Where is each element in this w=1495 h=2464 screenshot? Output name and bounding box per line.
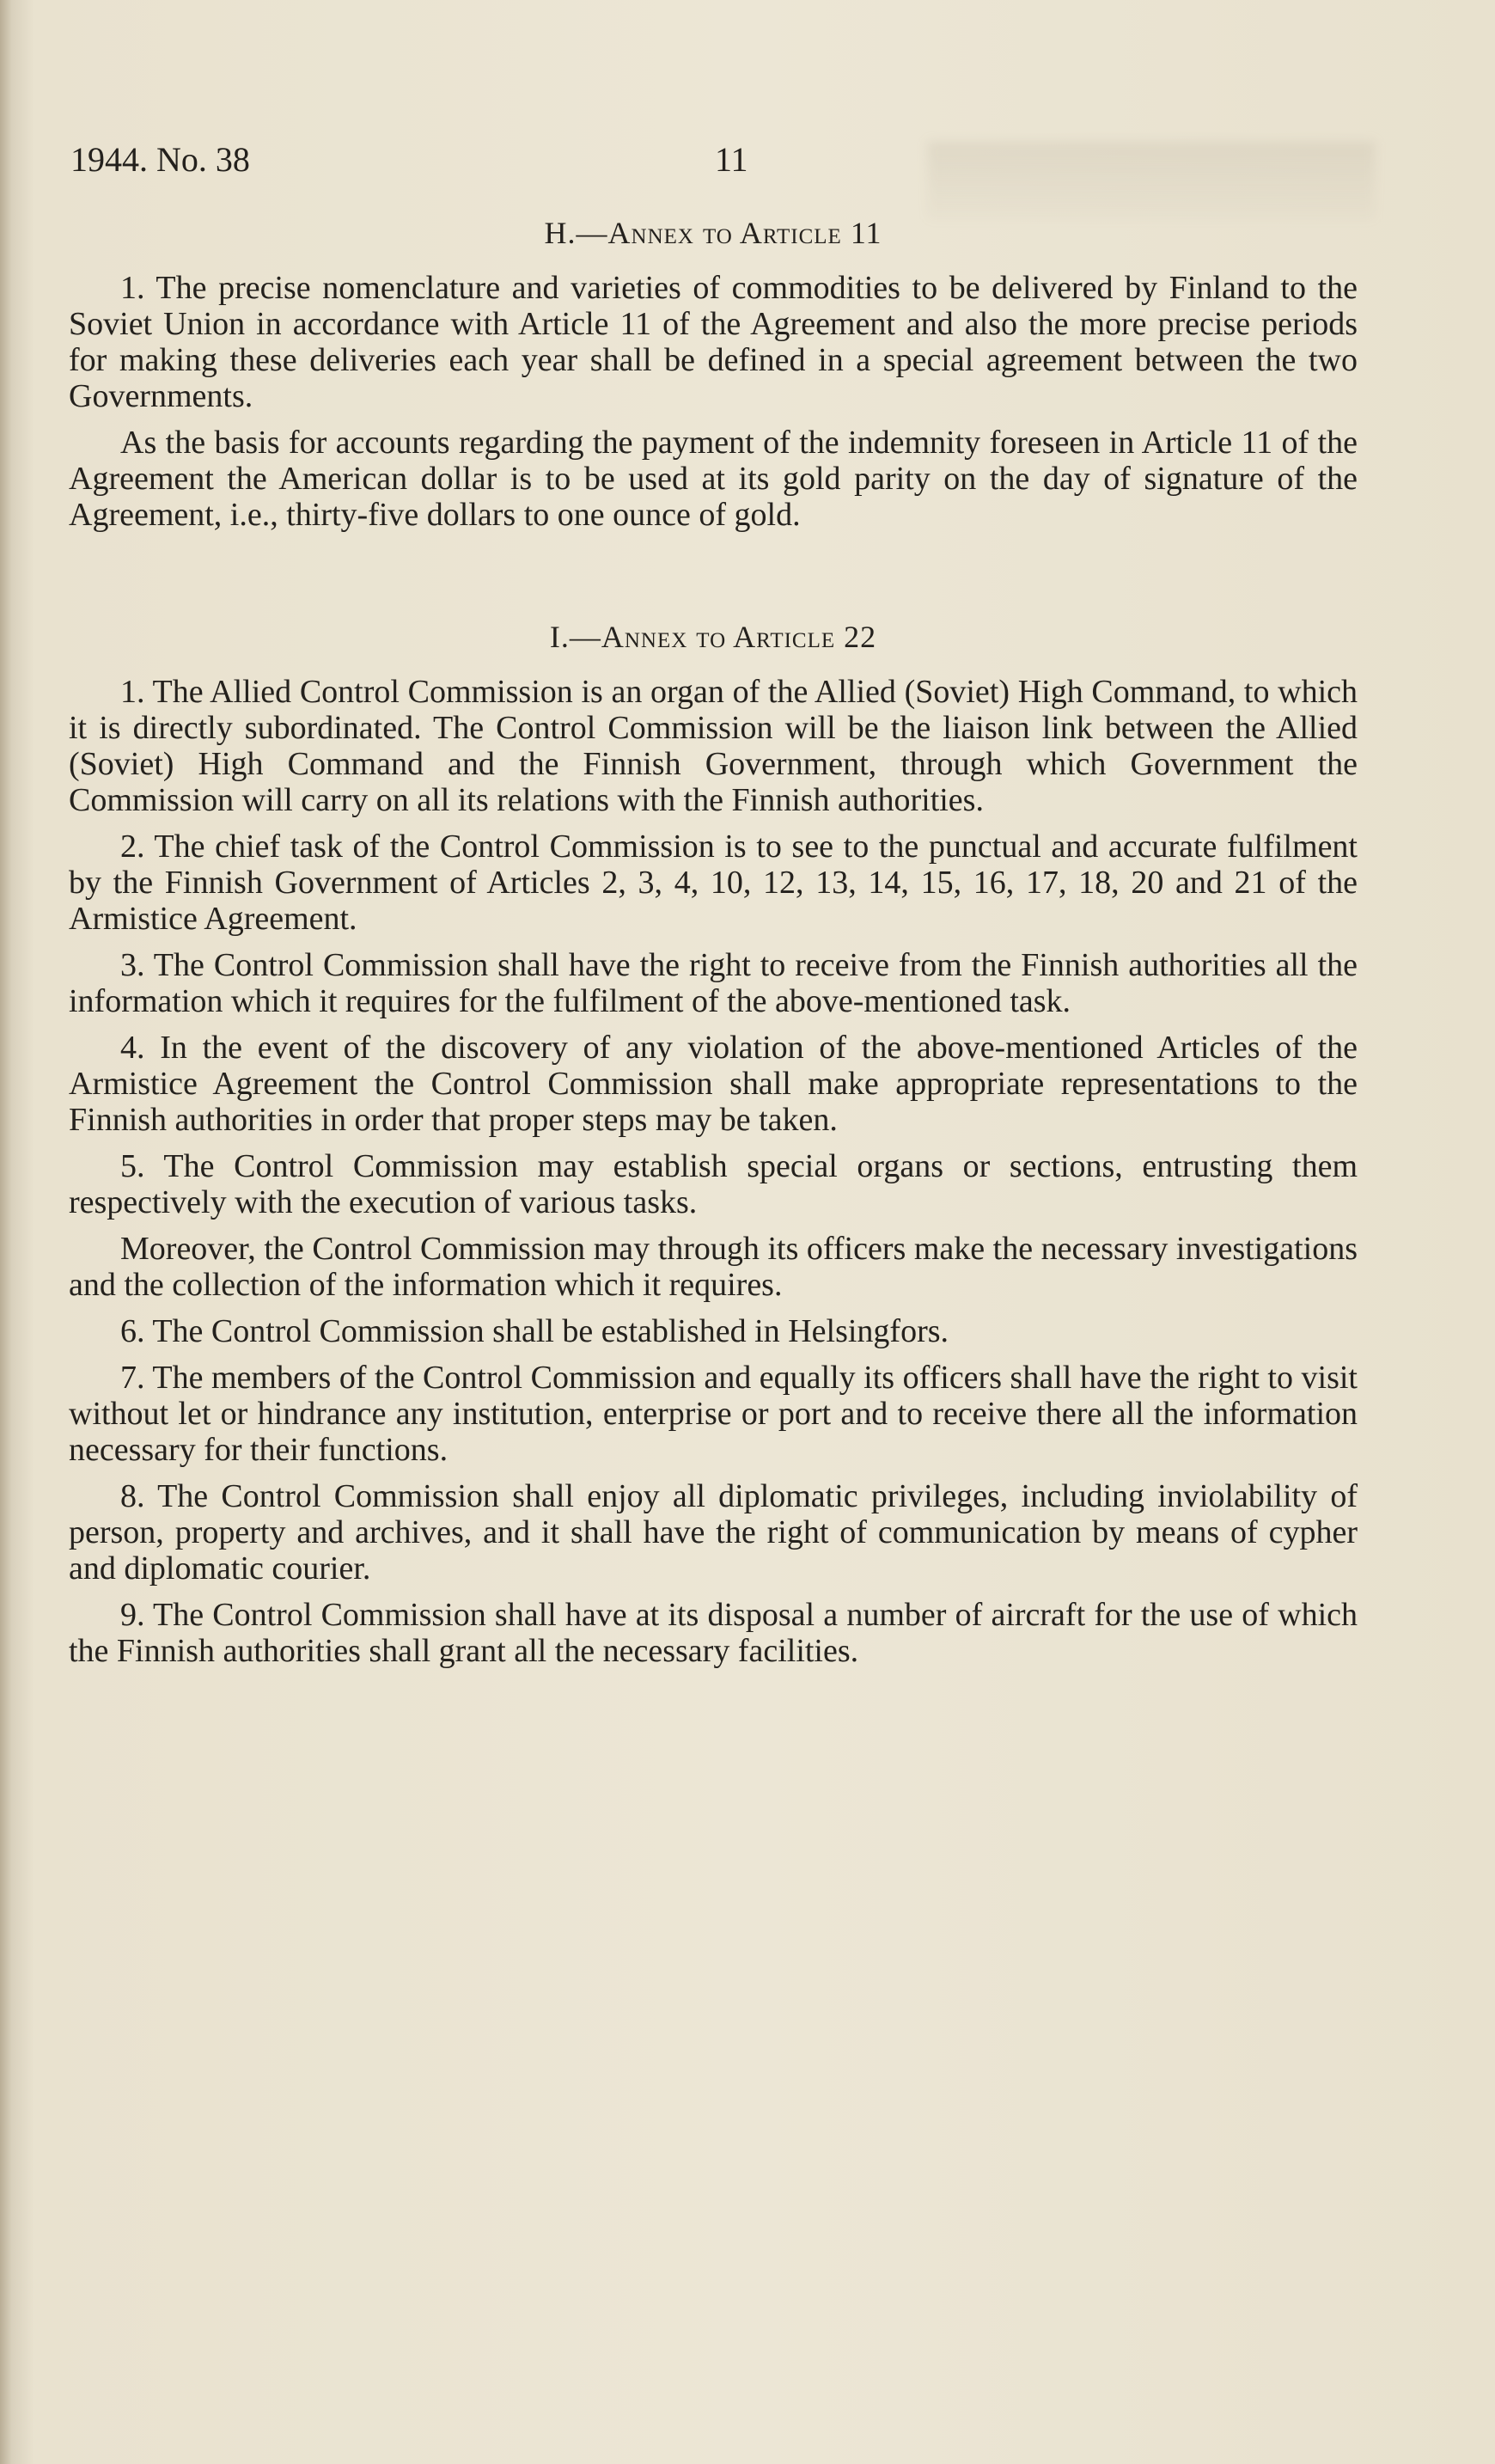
paragraph: 7. The members of the Control Commission and equally its officers shall have the right to visit without let or hindrance any institution, enterprise or port and to receive there all the information necessary for their functions. xyxy=(69,1360,1358,1468)
paragraph: 3. The Control Commission shall have the right to receive from the Finnish authorities all the information which it requires for the fulfilment of the above-mentioned task. xyxy=(69,947,1358,1019)
paragraph: 1. The precise nomenclature and varieties of commodities to be delivered by Finland to the Soviet Union in accordance with Article 11 of the Agreement and also the more precise periods for making these deliveries each year shall be defined in a special agreement between the two Governments. xyxy=(69,270,1358,414)
document-reference: 1944. No. 38 xyxy=(70,140,250,179)
section-annex-article-11 xyxy=(69,215,1358,533)
paragraph: As the basis for accounts regarding the payment of the indemnity foreseen in Article 11 of the Agreement the American dollar is to be used at its gold parity on the day of signature of the Agreement, i.e., thirty-five dollars to one ounce of gold. xyxy=(69,425,1358,533)
paragraph: 9. The Control Commission shall have at its disposal a number of aircraft for the use of which the Finnish authorities shall grant all the necessary facilities. xyxy=(69,1597,1358,1669)
section-title: I.—Annex to Article 22 xyxy=(549,620,877,654)
page-body xyxy=(69,215,1358,1679)
paragraph: 2. The chief task of the Control Commission is to see to the punctual and accurate fulfilment by the Finnish Government of Articles 2, 3, 4, 10, 12, 13, 14, 15, 16, 17, 18, 20 and 21 of the Armistice Agreement. xyxy=(69,828,1358,937)
section-title: H.—Annex to Article 11 xyxy=(544,216,882,250)
paragraph: 6. The Control Commission shall be established in Helsingfors. xyxy=(120,1313,949,1349)
paragraph: 5. The Control Commission may establish special organs or sections, entrusting them respectively with the execution of various tasks. xyxy=(69,1148,1358,1220)
paragraph: 8. The Control Commission shall enjoy all diplomatic privileges, including inviolability of person, property and archives, and it shall have the right of communication by means of cypher and diplomatic courier. xyxy=(69,1478,1358,1587)
paragraph: Moreover, the Control Commission may through its officers make the necessary investigations and the collection of the information which it requires. xyxy=(69,1231,1358,1303)
page-number: 11 xyxy=(715,140,748,179)
paragraph: 4. In the event of the discovery of any violation of the above-mentioned Articles of the Armistice Agreement the Control Commission shall make appropriate representations to the Finnish authorities in order that proper steps may be taken. xyxy=(69,1030,1358,1138)
page-header xyxy=(52,139,1358,191)
paragraph: 1. The Allied Control Commission is an organ of the Allied (Soviet) High Command, to which it is directly subordinated. The Control Commission will be the liaison link between the Allied (Soviet) High Command and the Finnish Government, through which Government the Commission will carry on all its relations with the Finnish authorities. xyxy=(69,674,1358,818)
section-annex-article-22 xyxy=(69,619,1358,1669)
